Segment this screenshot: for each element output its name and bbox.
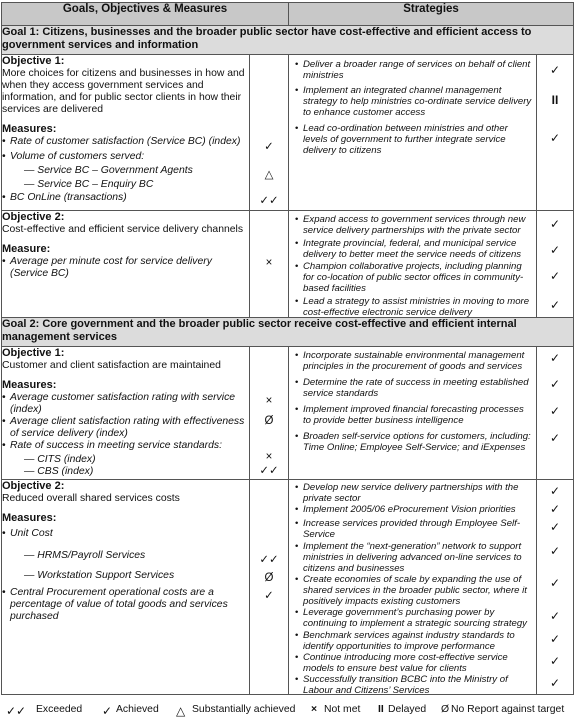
- measure-marks-cell: [250, 211, 289, 318]
- strategies-cell: [289, 480, 537, 695]
- strategy-item: • Expand access to government services through new service delivery partnerships with the private sector: [295, 214, 532, 236]
- goal2-objective2-row: [2, 480, 574, 695]
- not-met-mark: ×: [265, 395, 273, 407]
- objective-desc: Customer and client satisfaction are maintained: [2, 360, 221, 371]
- strategy-item: • Develop new service delivery partnerships with the private sector: [295, 482, 532, 504]
- strategy-marks-cell: [537, 480, 574, 695]
- no-report-mark: Ø: [264, 572, 274, 584]
- achieved-legend-symbol: ✓: [102, 704, 113, 718]
- strategy-item: • Lead co-ordination between ministries and other levels of government to further integrate service delivery to citizens: [295, 123, 532, 156]
- strategy-marks-cell: [537, 211, 574, 318]
- not-met-mark: ×: [265, 451, 273, 463]
- objective-desc: More choices for citizens and businesses in how and when they access government services and information, and for public sector clients in how their services are delivered: [2, 68, 245, 115]
- measure-marks-cell: [250, 347, 289, 480]
- measure-item: • Volume of customers served:: [2, 151, 249, 163]
- objective-title: Objective 2:: [2, 480, 65, 492]
- achieved-legend-label: Achieved: [116, 704, 159, 715]
- achieved-mark: ✓: [549, 576, 561, 590]
- goal1-objective2-row: [2, 211, 574, 318]
- achieved-mark: ✓: [549, 351, 561, 365]
- measure-marks-cell: [250, 55, 289, 211]
- strategy-item: • Lead a strategy to assist ministries in moving to more cost-effective electronic service delivery: [295, 296, 532, 318]
- measure-item: • Average customer satisfaction rating with service (index): [2, 392, 249, 416]
- not-met-legend-label: Not met: [324, 704, 361, 715]
- goals-strategies-table: [1, 2, 574, 695]
- objective-title: Objective 1:: [2, 347, 65, 359]
- no-report-legend-label: No Report against target: [451, 704, 565, 715]
- objective-cell: [2, 211, 250, 318]
- strategy-item: • Successfully transition BCBC into the Ministry of Labour and Citizens’ Services: [295, 674, 532, 696]
- objective-cell: [2, 480, 250, 695]
- measure-subitem: — Workstation Support Services: [24, 570, 175, 581]
- strategy-item: • Implement an integrated channel management strategy to help ministries co-ordinate service delivery to enhance customer access: [295, 85, 532, 118]
- table-header: [2, 3, 574, 26]
- strategy-item: • Implement improved financial forecasting processes to provide better business intelligence: [295, 404, 532, 426]
- header-strategies: Strategies: [289, 3, 574, 26]
- strategy-item: • Increase services provided through Employee Self-Service: [295, 518, 532, 540]
- measure-item: • Unit Cost: [2, 528, 249, 540]
- strategies-cell: [289, 211, 537, 318]
- goal-2-title: Goal 2: Core government and the broader public sector receive cost-effective and efficient internal management services: [2, 318, 574, 347]
- exceeded-mark: ✓✓: [259, 465, 279, 477]
- achieved-mark: ✓: [549, 298, 561, 312]
- achieved-mark: ✓: [549, 431, 561, 445]
- strategy-item: • Determine the rate of success in meeting established service standards: [295, 377, 532, 399]
- delayed-legend-label: Delayed: [388, 704, 427, 715]
- substantially-achieved-legend-label: Substantially achieved: [192, 704, 296, 715]
- objective-cell: [2, 347, 250, 480]
- achieved-mark: ✓: [549, 676, 561, 690]
- strategy-marks-cell: [537, 347, 574, 480]
- measure-subitem: — Service BC – Enquiry BC: [24, 179, 154, 190]
- measure-item: • Average per minute cost for service delivery (Service BC): [2, 256, 249, 280]
- goal-1-title: Goal 1: Citizens, businesses and the broader public sector have cost-effective and efficient access to government services and information: [2, 26, 574, 55]
- achieved-mark: ✓: [549, 502, 561, 516]
- exceeded-mark: ✓✓: [259, 554, 279, 566]
- objective-desc: Cost-effective and efficient service delivery channels: [2, 224, 244, 235]
- no-report-legend-symbol: Ø: [441, 704, 450, 715]
- achieved-mark: ✓: [264, 590, 274, 602]
- strategy-item: • Deliver a broader range of services on behalf of client ministries: [295, 59, 532, 81]
- measure-item: • Rate of success in meeting service standards:: [2, 440, 249, 452]
- achieved-mark: ✓: [264, 141, 274, 153]
- measures-label: Measures:: [2, 379, 57, 391]
- measure-subitem: — CBS (index): [24, 466, 94, 477]
- strategy-marks-cell: [537, 55, 574, 211]
- strategy-item: • Implement the “next-generation” network to support ministries in delivering advanced on-line services to citizens and businesses: [295, 541, 532, 574]
- achieved-mark: ✓: [549, 520, 561, 534]
- strategies-cell: [289, 55, 537, 211]
- measure-subitem: — HRMS/Payroll Services: [24, 550, 146, 561]
- objective-desc: Reduced overall shared services costs: [2, 493, 180, 504]
- exceeded-legend-symbol: ✓✓: [6, 704, 27, 718]
- achieved-mark: ✓: [549, 484, 561, 498]
- not-met-mark: ×: [265, 257, 273, 269]
- strategy-item: • Champion collaborative projects, including planning for co-location of public sector offices in community-based facilities: [295, 261, 532, 294]
- measure-item: • Central Procurement operational costs are a percentage of value of total goods and services purchased: [2, 587, 249, 623]
- strategy-item: • Implement 2005/06 eProcurement Vision priorities: [295, 504, 532, 515]
- delayed-mark: II: [551, 93, 559, 107]
- achieved-mark: ✓: [549, 377, 561, 391]
- achieved-mark: ✓: [549, 243, 561, 257]
- achieved-mark: ✓: [549, 404, 561, 418]
- measure-item: • Rate of customer satisfaction (Service BC) (index): [2, 136, 249, 148]
- substantially-achieved-legend-symbol: △: [176, 704, 186, 718]
- achieved-mark: ✓: [549, 63, 561, 77]
- exceeded-legend-label: Exceeded: [36, 704, 83, 715]
- achieved-mark: ✓: [549, 609, 561, 623]
- measure-item: • Average client satisfaction rating with effectiveness of service delivery (index): [2, 416, 249, 440]
- strategies-cell: [289, 347, 537, 480]
- strategy-item: • Benchmark services against industry standards to identify opportunities to improve performance: [295, 630, 532, 652]
- achieved-mark: ✓: [549, 269, 561, 283]
- achieved-mark: ✓: [549, 654, 561, 668]
- measures-label: Measures:: [2, 123, 57, 135]
- measures-label: Measures:: [2, 512, 57, 524]
- objective-cell: [2, 55, 250, 211]
- goal2-objective1-row: [2, 347, 574, 480]
- delayed-legend-symbol: II: [378, 704, 384, 715]
- measures-label: Measure:: [2, 243, 51, 255]
- achieved-mark: ✓: [549, 632, 561, 646]
- exceeded-mark: ✓✓: [259, 195, 279, 207]
- achieved-mark: ✓: [549, 217, 561, 231]
- no-report-mark: Ø: [264, 415, 274, 427]
- strategy-item: • Integrate provincial, federal, and municipal service delivery to better meet the service needs of citizens: [295, 238, 532, 260]
- goal1-objective1-row: [2, 55, 574, 211]
- measure-marks-cell: [250, 480, 289, 695]
- goal-1-row: [2, 26, 574, 55]
- strategy-item: • Incorporate sustainable environmental management principles in the procurement of goods and services: [295, 350, 532, 372]
- measure-item: • BC OnLine (transactions): [2, 192, 249, 204]
- strategy-item: • Continue introducing more cost-effective service models to ensure best value for clients: [295, 652, 532, 674]
- strategy-item: • Leverage government’s purchasing power by continuing to implement a strategic sourcing strategy: [295, 607, 532, 629]
- not-met-legend-symbol: ×: [311, 704, 318, 715]
- objective-title: Objective 2:: [2, 211, 65, 223]
- header-goals: Goals, Objectives & Measures: [2, 3, 289, 26]
- strategy-item: • Create economies of scale by expanding the use of shared services in the broader public sector, where it positively impacts existing customers: [295, 574, 532, 607]
- measure-subitem: — CITS (index): [24, 454, 96, 465]
- goal-2-row: [2, 318, 574, 347]
- objective-title: Objective 1:: [2, 55, 65, 67]
- achieved-mark: ✓: [549, 544, 561, 558]
- strategy-item: • Broaden self-service options for customers, including: Time Online; Employee Self-Service; and iExpenses: [295, 431, 532, 453]
- substantially-achieved-mark: △: [264, 169, 274, 181]
- measure-subitem: — Service BC – Government Agents: [24, 165, 193, 176]
- achieved-mark: ✓: [549, 131, 561, 145]
